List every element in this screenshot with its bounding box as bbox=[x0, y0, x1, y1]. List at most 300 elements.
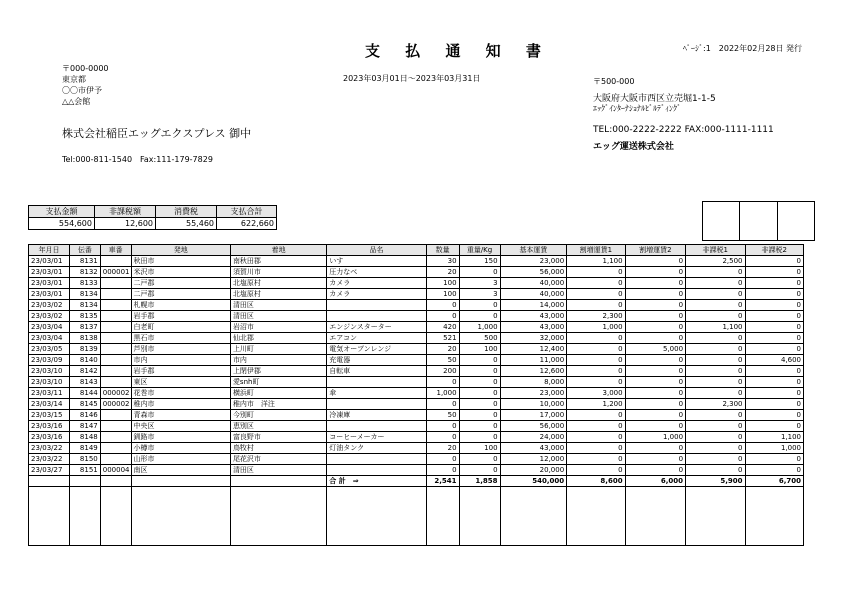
table-cell: 8133 bbox=[70, 278, 101, 289]
table-cell: 0 bbox=[567, 421, 625, 432]
table-cell: 23/03/11 bbox=[29, 388, 70, 399]
blank-cell bbox=[745, 487, 804, 546]
table-cell: 0 bbox=[567, 443, 625, 454]
table-row bbox=[29, 278, 804, 289]
table-cell: 0 bbox=[686, 432, 745, 443]
table-cell: 0 bbox=[567, 377, 625, 388]
table-cell: 0 bbox=[745, 267, 804, 278]
table-cell: 0 bbox=[567, 432, 625, 443]
recipient-tel-fax: Tel:000-811-1540 Fax:111-179-7829 bbox=[62, 155, 213, 164]
table-cell: 0 bbox=[426, 311, 459, 322]
table-cell: 中央区 bbox=[131, 421, 230, 432]
column-header: 非課税2 bbox=[745, 245, 804, 256]
table-cell bbox=[100, 322, 131, 333]
table-cell: 0 bbox=[745, 454, 804, 465]
table-cell: 2,500 bbox=[686, 256, 745, 267]
table-cell: 0 bbox=[625, 443, 685, 454]
table-cell: 23/03/09 bbox=[29, 355, 70, 366]
table-cell: いす bbox=[327, 256, 426, 267]
table-cell: エアコン bbox=[327, 333, 426, 344]
table-cell: 恵別区 bbox=[230, 421, 326, 432]
table-cell: 000004 bbox=[100, 465, 131, 476]
summary-value: 622,660 bbox=[217, 218, 277, 230]
recipient-name: 株式会社稲臣エッグエクスプレス 御中 bbox=[62, 127, 252, 140]
table-cell: カメラ bbox=[327, 278, 426, 289]
table-cell: 8151 bbox=[70, 465, 101, 476]
table-cell: 岩沼市 bbox=[230, 322, 326, 333]
table-cell: コーヒーメーカー bbox=[327, 432, 426, 443]
recipient-address-1: 東京都 bbox=[62, 75, 86, 84]
table-cell: 1,000 bbox=[459, 322, 500, 333]
table-cell: 8135 bbox=[70, 311, 101, 322]
table-cell: 3 bbox=[459, 278, 500, 289]
table-cell: 0 bbox=[567, 355, 625, 366]
summary-header: 支払金額 bbox=[29, 206, 95, 218]
table-cell: 清田区 bbox=[230, 311, 326, 322]
table-cell: 仙北郡 bbox=[230, 333, 326, 344]
table-cell: 20 bbox=[426, 344, 459, 355]
table-cell: 灯油タンク bbox=[327, 443, 426, 454]
table-cell: 23/03/02 bbox=[29, 311, 70, 322]
table-cell: 傘 bbox=[327, 388, 426, 399]
table-cell: 23/03/04 bbox=[29, 333, 70, 344]
table-cell bbox=[100, 256, 131, 267]
period: 2023年03月01日～2023年03月31日 bbox=[343, 74, 481, 83]
table-cell: 1,000 bbox=[426, 388, 459, 399]
table-cell: 0 bbox=[459, 366, 500, 377]
summary-value: 55,460 bbox=[156, 218, 217, 230]
table-cell: 山形市 bbox=[131, 454, 230, 465]
table-cell: 0 bbox=[686, 300, 745, 311]
table-cell: 8138 bbox=[70, 333, 101, 344]
table-cell: 0 bbox=[745, 289, 804, 300]
table-cell: 0 bbox=[686, 388, 745, 399]
table-cell bbox=[100, 355, 131, 366]
table-cell: 0 bbox=[745, 465, 804, 476]
table-cell: 0 bbox=[567, 366, 625, 377]
table-cell bbox=[100, 421, 131, 432]
table-cell: 富良野市 bbox=[230, 432, 326, 443]
table-cell: 23/03/01 bbox=[29, 289, 70, 300]
blank-cell bbox=[567, 487, 625, 546]
table-cell: 米沢市 bbox=[131, 267, 230, 278]
table-cell: 0 bbox=[625, 278, 685, 289]
table-cell: 12,400 bbox=[500, 344, 567, 355]
table-cell: エンジンスターター bbox=[327, 322, 426, 333]
table-cell: 清田区 bbox=[230, 465, 326, 476]
table-cell: 1,100 bbox=[567, 256, 625, 267]
table-cell bbox=[327, 377, 426, 388]
table-cell: 43,000 bbox=[500, 322, 567, 333]
totals-value: 8,600 bbox=[567, 476, 625, 487]
table-cell: 23/03/05 bbox=[29, 344, 70, 355]
table-cell: 電気オーブンレンジ bbox=[327, 344, 426, 355]
table-cell: 20 bbox=[426, 267, 459, 278]
table-cell: 0 bbox=[686, 289, 745, 300]
table-cell: 今別町 bbox=[230, 410, 326, 421]
sender-tel-fax: TEL:000-2222-2222 FAX:000-1111-1111 bbox=[593, 125, 774, 135]
totals-value: 1,858 bbox=[459, 476, 500, 487]
table-cell: 10,000 bbox=[500, 399, 567, 410]
table-cell: 000001 bbox=[100, 267, 131, 278]
totals-label: 合 計 ⇒ bbox=[327, 476, 426, 487]
table-cell: 0 bbox=[567, 278, 625, 289]
column-header: 数量 bbox=[426, 245, 459, 256]
totals-value: 2,541 bbox=[426, 476, 459, 487]
table-row bbox=[29, 267, 804, 278]
table-row bbox=[29, 311, 804, 322]
table-cell: 24,000 bbox=[500, 432, 567, 443]
table-cell: 0 bbox=[459, 421, 500, 432]
table-cell: 0 bbox=[459, 388, 500, 399]
table-row bbox=[29, 377, 804, 388]
table-cell: 2,300 bbox=[567, 311, 625, 322]
table-cell: 尾花沢市 bbox=[230, 454, 326, 465]
table-cell: 50 bbox=[426, 355, 459, 366]
table-cell: 0 bbox=[459, 267, 500, 278]
blank-cell bbox=[29, 487, 70, 546]
sender-address-2: ｴｯｸﾞｲﾝﾀｰﾅｼｮﾅﾙﾋﾞﾙﾃﾞｨﾝｸﾞ bbox=[593, 104, 681, 113]
blank-cell bbox=[70, 487, 101, 546]
table-cell: 000002 bbox=[100, 388, 131, 399]
table-cell: カメラ bbox=[327, 289, 426, 300]
table-cell: 0 bbox=[625, 311, 685, 322]
table-cell: 0 bbox=[745, 256, 804, 267]
table-cell: 0 bbox=[686, 366, 745, 377]
table-cell: 0 bbox=[745, 366, 804, 377]
table-cell: 二戸郡 bbox=[131, 278, 230, 289]
table-cell: 札幌市 bbox=[131, 300, 230, 311]
table-cell: 420 bbox=[426, 322, 459, 333]
column-header: 発地 bbox=[131, 245, 230, 256]
table-cell: 稚内市 洋注 bbox=[230, 399, 326, 410]
table-cell: 0 bbox=[745, 399, 804, 410]
table-cell: 8149 bbox=[70, 443, 101, 454]
table-cell: 0 bbox=[426, 454, 459, 465]
table-cell: 0 bbox=[426, 421, 459, 432]
table-cell bbox=[100, 289, 131, 300]
table-cell: 釧路市 bbox=[131, 432, 230, 443]
table-cell: 40,000 bbox=[500, 278, 567, 289]
blank-cell bbox=[459, 487, 500, 546]
recipient-address-2: 〇〇市伊予 bbox=[62, 86, 102, 95]
table-row bbox=[29, 465, 804, 476]
table-cell: 17,000 bbox=[500, 410, 567, 421]
table-cell: 3 bbox=[459, 289, 500, 300]
table-cell bbox=[100, 432, 131, 443]
table-cell: 200 bbox=[426, 366, 459, 377]
table-cell bbox=[230, 476, 326, 487]
table-cell bbox=[327, 465, 426, 476]
table-cell: 0 bbox=[567, 289, 625, 300]
table-cell: 1,000 bbox=[625, 432, 685, 443]
table-cell: 二戸郡 bbox=[131, 289, 230, 300]
table-cell: 8142 bbox=[70, 366, 101, 377]
table-cell: 521 bbox=[426, 333, 459, 344]
table-cell: 3,000 bbox=[567, 388, 625, 399]
table-cell bbox=[100, 278, 131, 289]
table-cell: 8143 bbox=[70, 377, 101, 388]
table-cell bbox=[100, 311, 131, 322]
column-header: 基本運賃 bbox=[500, 245, 567, 256]
table-row bbox=[29, 289, 804, 300]
recipient-address-3: △△会館 bbox=[62, 97, 91, 106]
column-header: 伝番 bbox=[70, 245, 101, 256]
page-info: ﾍﾟｰｼﾞ:1 2022年02月28日 発行 bbox=[683, 44, 803, 53]
table-cell: 8147 bbox=[70, 421, 101, 432]
table-cell: 30 bbox=[426, 256, 459, 267]
table-cell: 0 bbox=[745, 311, 804, 322]
table-cell: 1,100 bbox=[745, 432, 804, 443]
table-cell: 0 bbox=[686, 421, 745, 432]
table-cell bbox=[327, 300, 426, 311]
table-cell: 0 bbox=[686, 465, 745, 476]
table-cell bbox=[327, 399, 426, 410]
table-cell: 0 bbox=[745, 333, 804, 344]
table-cell: 0 bbox=[567, 344, 625, 355]
column-header: 年月日 bbox=[29, 245, 70, 256]
table-cell bbox=[100, 454, 131, 465]
table-cell: 岩手郡 bbox=[131, 311, 230, 322]
totals-row bbox=[29, 476, 804, 487]
table-cell: 青森市 bbox=[131, 410, 230, 421]
table-cell: 0 bbox=[686, 267, 745, 278]
table-cell: 23/03/10 bbox=[29, 366, 70, 377]
table-cell: 8131 bbox=[70, 256, 101, 267]
table-cell: 23/03/02 bbox=[29, 300, 70, 311]
column-header: 品名 bbox=[327, 245, 426, 256]
summary-value: 554,600 bbox=[29, 218, 95, 230]
table-cell: 500 bbox=[459, 333, 500, 344]
table-cell: 23/03/01 bbox=[29, 278, 70, 289]
table-cell: 0 bbox=[567, 410, 625, 421]
table-cell: 000002 bbox=[100, 399, 131, 410]
table-cell: 23,000 bbox=[500, 256, 567, 267]
table-cell: 黒石市 bbox=[131, 333, 230, 344]
table-cell: 0 bbox=[567, 267, 625, 278]
table-cell: 0 bbox=[745, 344, 804, 355]
table-cell: 0 bbox=[459, 311, 500, 322]
table-cell: 8139 bbox=[70, 344, 101, 355]
table-cell: 100 bbox=[426, 278, 459, 289]
table-cell: 8150 bbox=[70, 454, 101, 465]
table-cell: 0 bbox=[686, 344, 745, 355]
sender-postal: 〒500-000 bbox=[593, 77, 635, 86]
table-cell: 愛snh町 bbox=[230, 377, 326, 388]
table-cell: 0 bbox=[625, 421, 685, 432]
table-cell: 0 bbox=[625, 355, 685, 366]
table-cell: 0 bbox=[686, 410, 745, 421]
table-cell: 5,000 bbox=[625, 344, 685, 355]
table-cell: 0 bbox=[745, 421, 804, 432]
table-cell: 0 bbox=[459, 300, 500, 311]
table-cell: 0 bbox=[459, 465, 500, 476]
summary-header: 消費税 bbox=[156, 206, 217, 218]
table-cell: 0 bbox=[625, 300, 685, 311]
table-cell: 8,000 bbox=[500, 377, 567, 388]
table-row bbox=[29, 399, 804, 410]
table-cell: 0 bbox=[459, 454, 500, 465]
table-row bbox=[29, 410, 804, 421]
table-cell bbox=[100, 300, 131, 311]
table-row bbox=[29, 333, 804, 344]
table-cell: 0 bbox=[625, 410, 685, 421]
table-cell: 花巻市 bbox=[131, 388, 230, 399]
table-cell: 0 bbox=[686, 355, 745, 366]
table-cell: 11,000 bbox=[500, 355, 567, 366]
table-cell: 0 bbox=[459, 377, 500, 388]
table-cell: 8137 bbox=[70, 322, 101, 333]
table-cell bbox=[327, 454, 426, 465]
table-cell: 市内 bbox=[230, 355, 326, 366]
table-cell: 23/03/15 bbox=[29, 410, 70, 421]
table-row bbox=[29, 388, 804, 399]
table-cell: 150 bbox=[459, 256, 500, 267]
table-cell: 0 bbox=[459, 355, 500, 366]
table-cell: 圧力なべ bbox=[327, 267, 426, 278]
stamp-box bbox=[778, 202, 814, 240]
table-cell bbox=[100, 443, 131, 454]
table-row bbox=[29, 322, 804, 333]
table-cell: 2,300 bbox=[686, 399, 745, 410]
table-cell: 8132 bbox=[70, 267, 101, 278]
table-cell: 0 bbox=[426, 465, 459, 476]
table-row bbox=[29, 454, 804, 465]
table-cell: 1,200 bbox=[567, 399, 625, 410]
table-cell: 0 bbox=[459, 432, 500, 443]
table-cell: 40,000 bbox=[500, 289, 567, 300]
table-cell: 56,000 bbox=[500, 421, 567, 432]
table-cell: 0 bbox=[567, 333, 625, 344]
table-cell: 0 bbox=[625, 377, 685, 388]
table-cell: 23/03/10 bbox=[29, 377, 70, 388]
table-cell: 8145 bbox=[70, 399, 101, 410]
table-cell: 100 bbox=[426, 289, 459, 300]
table-cell bbox=[100, 333, 131, 344]
table-cell: 0 bbox=[459, 410, 500, 421]
table-cell: 8134 bbox=[70, 300, 101, 311]
blank-cell bbox=[131, 487, 230, 546]
table-cell: 23/03/14 bbox=[29, 399, 70, 410]
payment-detail-table bbox=[28, 244, 804, 546]
document-title: 支 払 通 知 書 bbox=[365, 42, 551, 60]
table-cell: 冷凍庫 bbox=[327, 410, 426, 421]
blank-cell bbox=[500, 487, 567, 546]
table-row bbox=[29, 256, 804, 267]
table-cell: 0 bbox=[567, 300, 625, 311]
table-cell: 小樽市 bbox=[131, 443, 230, 454]
table-row bbox=[29, 432, 804, 443]
table-cell: 8148 bbox=[70, 432, 101, 443]
table-cell: 0 bbox=[426, 300, 459, 311]
totals-value: 6,000 bbox=[625, 476, 685, 487]
table-cell: 8144 bbox=[70, 388, 101, 399]
table-cell: 須賀川市 bbox=[230, 267, 326, 278]
table-cell: 20 bbox=[426, 443, 459, 454]
table-cell bbox=[327, 421, 426, 432]
table-row bbox=[29, 344, 804, 355]
table-cell: 8140 bbox=[70, 355, 101, 366]
table-cell: 0 bbox=[686, 333, 745, 344]
summary-value: 12,600 bbox=[95, 218, 156, 230]
table-cell: 0 bbox=[625, 454, 685, 465]
table-cell bbox=[100, 410, 131, 421]
column-header: 車番 bbox=[100, 245, 131, 256]
table-cell bbox=[100, 476, 131, 487]
table-cell: 白老町 bbox=[131, 322, 230, 333]
table-cell: 0 bbox=[686, 278, 745, 289]
column-header: 重量/Kg bbox=[459, 245, 500, 256]
sender-company: エッグ運送株式会社 bbox=[593, 142, 674, 152]
blank-cell bbox=[327, 487, 426, 546]
table-cell: 23/03/01 bbox=[29, 267, 70, 278]
table-cell: 4,600 bbox=[745, 355, 804, 366]
totals-value: 6,700 bbox=[745, 476, 804, 487]
table-cell: 上閉伊郡 bbox=[230, 366, 326, 377]
table-cell: 自転車 bbox=[327, 366, 426, 377]
table-cell: 0 bbox=[625, 333, 685, 344]
table-cell: 0 bbox=[625, 267, 685, 278]
table-cell: 0 bbox=[625, 256, 685, 267]
table-cell: 23/03/04 bbox=[29, 322, 70, 333]
table-cell: 0 bbox=[686, 454, 745, 465]
table-cell: 1,000 bbox=[745, 443, 804, 454]
table-cell: 0 bbox=[567, 465, 625, 476]
table-cell: 0 bbox=[625, 366, 685, 377]
blank-cell bbox=[100, 487, 131, 546]
table-header-row bbox=[29, 245, 804, 256]
table-cell: 0 bbox=[686, 311, 745, 322]
table-cell: 0 bbox=[625, 399, 685, 410]
blank-cell bbox=[230, 487, 326, 546]
table-cell: 0 bbox=[686, 443, 745, 454]
stamp-boxes bbox=[702, 201, 815, 241]
summary-header: 支払合計 bbox=[217, 206, 277, 218]
table-cell: 50 bbox=[426, 410, 459, 421]
table-cell: 市内 bbox=[131, 355, 230, 366]
table-row bbox=[29, 366, 804, 377]
table-cell: 56,000 bbox=[500, 267, 567, 278]
table-cell: 清田区 bbox=[230, 300, 326, 311]
table-cell bbox=[100, 377, 131, 388]
blank-cell bbox=[426, 487, 459, 546]
blank-cell bbox=[686, 487, 745, 546]
table-cell: 0 bbox=[426, 432, 459, 443]
table-cell: 0 bbox=[567, 454, 625, 465]
blank-cell bbox=[625, 487, 685, 546]
stamp-box bbox=[740, 202, 777, 240]
table-cell: 23/03/16 bbox=[29, 421, 70, 432]
table-cell bbox=[100, 344, 131, 355]
column-header: 割増運賃2 bbox=[625, 245, 685, 256]
table-cell: 0 bbox=[459, 399, 500, 410]
totals-value: 5,900 bbox=[686, 476, 745, 487]
table-cell: 0 bbox=[426, 399, 459, 410]
table-cell: 東区 bbox=[131, 377, 230, 388]
table-cell bbox=[131, 476, 230, 487]
table-cell: 100 bbox=[459, 344, 500, 355]
recipient-postal: 〒000-0000 bbox=[62, 64, 109, 73]
column-header: 割増運賃1 bbox=[567, 245, 625, 256]
table-cell: 23/03/22 bbox=[29, 454, 70, 465]
table-cell: 横浜町 bbox=[230, 388, 326, 399]
table-row bbox=[29, 421, 804, 432]
table-cell: 23/03/16 bbox=[29, 432, 70, 443]
table-cell: 0 bbox=[625, 465, 685, 476]
table-row bbox=[29, 443, 804, 454]
column-header: 非課税1 bbox=[686, 245, 745, 256]
sender-address-1: 大阪府大阪市西区立売堀1-1-5 bbox=[593, 94, 716, 104]
